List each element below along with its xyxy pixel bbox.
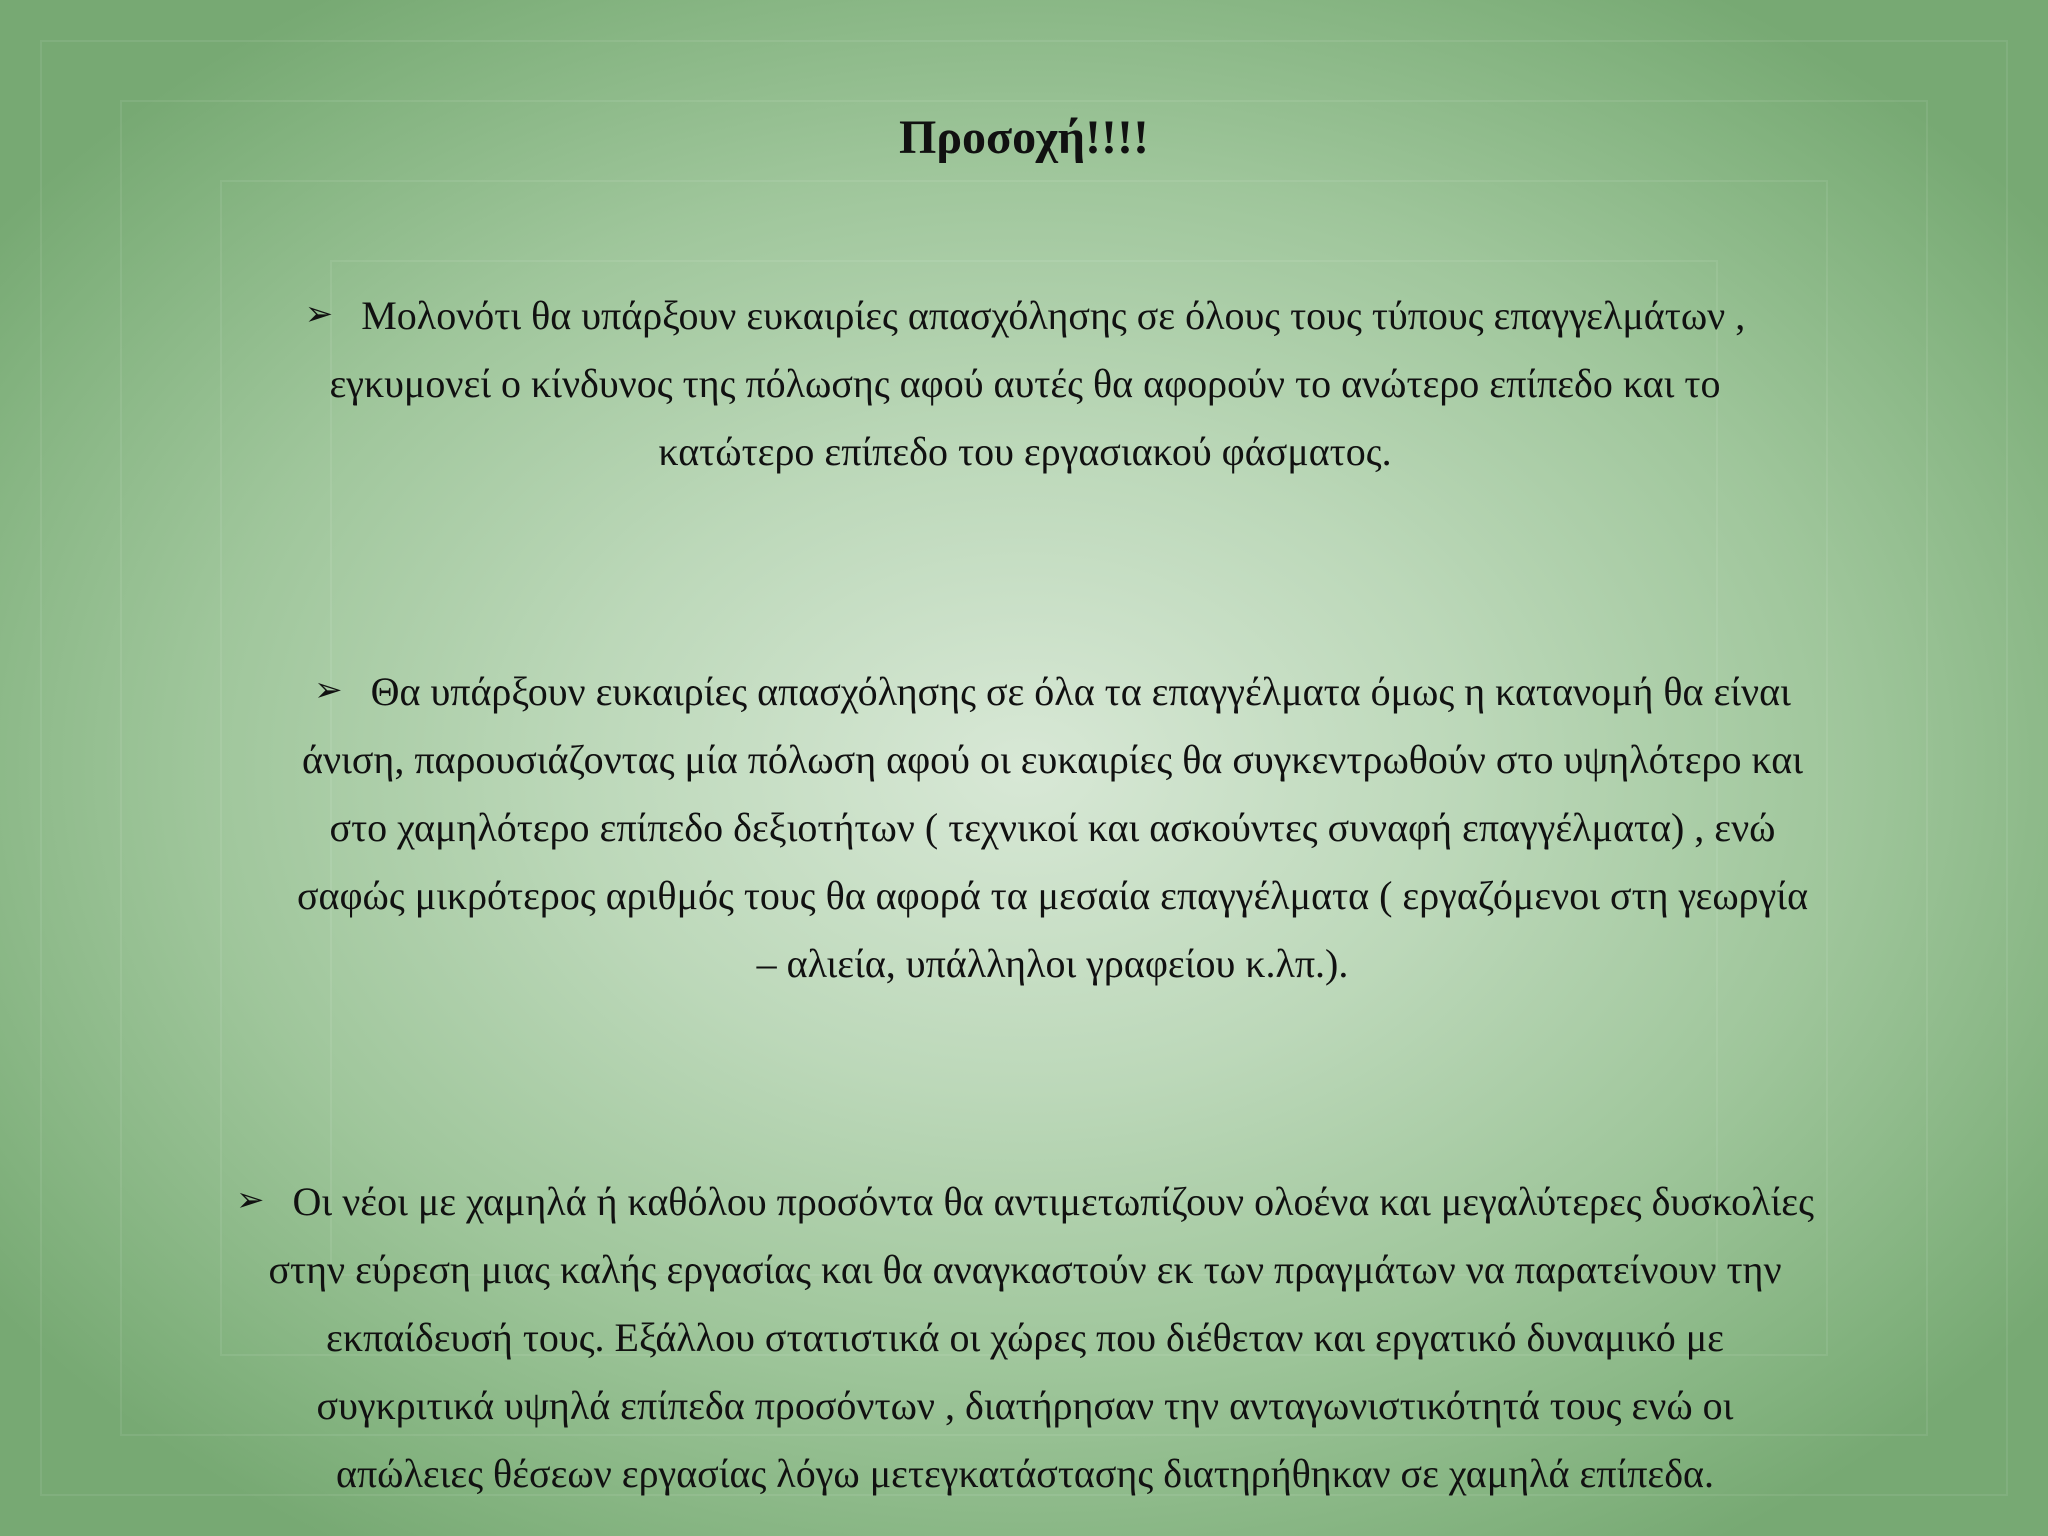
paragraph-line: κατώτερο επίπεδο του εργασιακού φάσματος.	[658, 429, 1392, 474]
bullet-paragraph-3	[125, 1166, 1925, 1508]
paragraph-line: στην εύρεση μιας καλής εργασίας και θα αναγκαστούν εκ των πραγμάτων να παρατείνουν την	[268, 1247, 1782, 1292]
paragraph-line: στο χαμηλότερο επίπεδο δεξιοτήτων ( τεχνικοί και ασκούντες συναφή επαγγέλματα) , ενώ	[329, 805, 1776, 850]
paragraph-line: εκπαίδευσή τους. Εξάλλου στατιστικά οι χώρες που διέθεταν και εργατικό δυναμικό με	[326, 1315, 1724, 1360]
arrow-bullet-icon: ➢	[236, 1180, 265, 1220]
arrow-bullet-icon: ➢	[304, 294, 334, 334]
paragraph-line: απώλειες θέσεων εργασίας λόγω μετεγκατάστασης διατηρήθηκαν σε χαμηλά επίπεδα.	[335, 1451, 1715, 1496]
paragraph-line: εγκυμονεί ο κίνδυνος της πόλωσης αφού αυτές θα αφορούν το ανώτερο επίπεδο και το	[329, 361, 1721, 406]
arrow-bullet-icon: ➢	[314, 670, 343, 710]
paragraph-line: συγκριτικά υψηλά επίπεδα προσόντων , διατήρησαν την ανταγωνιστικότητά τους ενώ οι	[316, 1383, 1734, 1428]
paragraph-line: Οι νέοι με χαμηλά ή καθόλου προσόντα θα αντιμετωπίζουν ολοένα και μεγαλύτερες δυσκολίες	[292, 1179, 1814, 1224]
paragraph-line: άνιση, παρουσιάζοντας μία πόλωση αφού οι ευκαιρίες θα συγκεντρωθούν στο υψηλότερο και	[302, 737, 1803, 782]
paragraph-line: σαφώς μικρότερος αριθμός τους θα αφορά τα μεσαία επαγγέλματα ( εργαζόμενοι στη γεωργία	[296, 873, 1809, 918]
paragraph-line: Θα υπάρξουν ευκαιρίες απασχόλησης σε όλα τα επαγγέλματα όμως η κατανομή θα είναι	[370, 669, 1791, 714]
paragraph-line: Μολονότι θα υπάρξουν ευκαιρίες απασχόλησης σε όλους τους τύπους επαγγελμάτων ,	[361, 293, 1746, 338]
paragraph-line: – αλιεία, υπάλληλοι γραφείου κ.λπ.).	[756, 941, 1349, 986]
bullet-paragraph-2	[185, 656, 1920, 998]
bullet-paragraph-1	[200, 280, 1850, 486]
slide-title: Προσοχή!!!!	[899, 111, 1149, 164]
